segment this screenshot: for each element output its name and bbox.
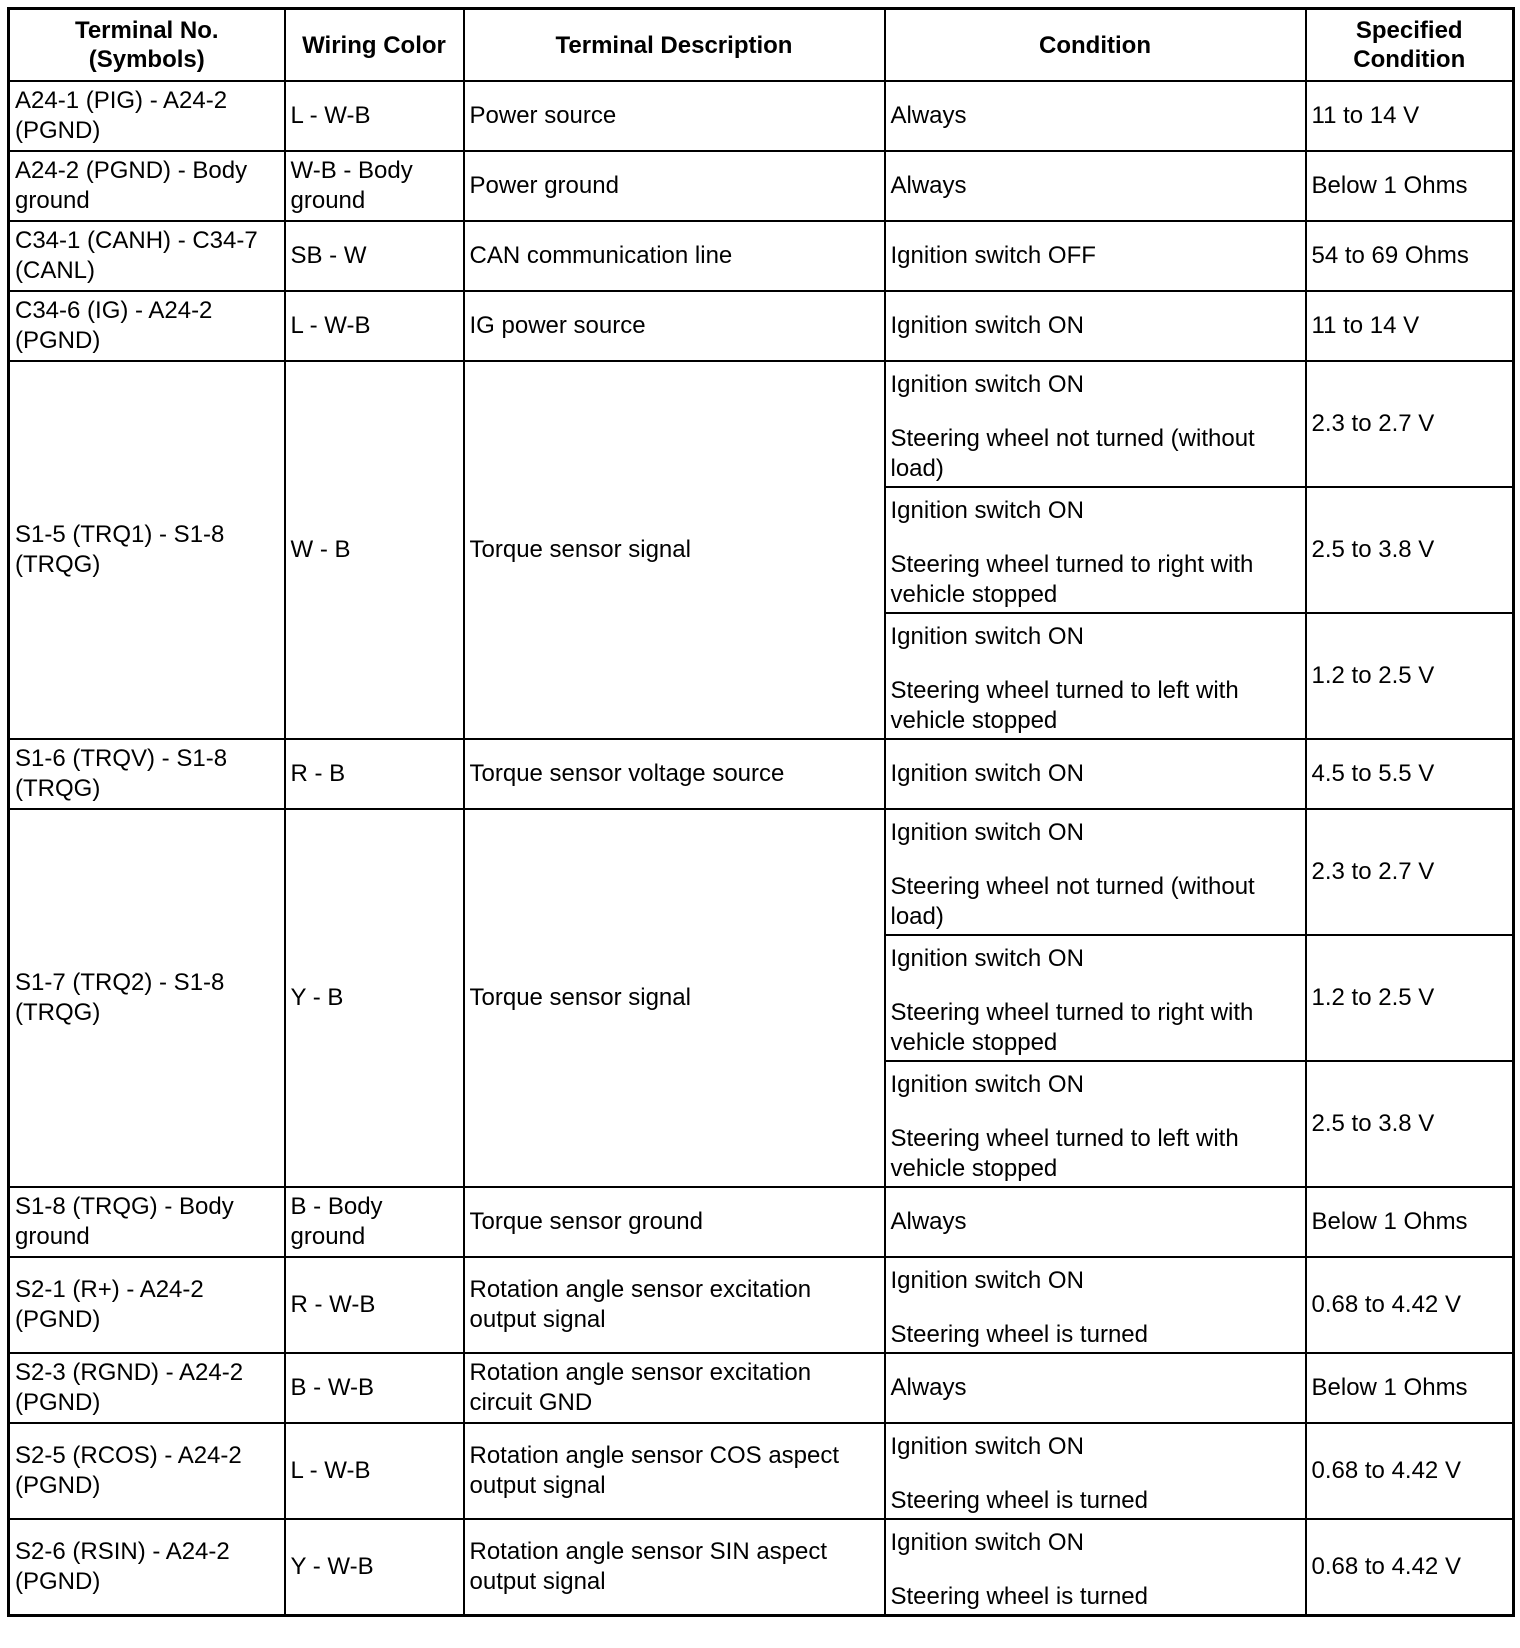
condition-line: Ignition switch ON	[890, 945, 1084, 972]
table-row	[9, 81, 1514, 151]
terminal-cell: S1-7 (TRQ2) - S1-8 (TRQG)	[9, 809, 285, 1187]
condition-gap	[891, 1296, 1300, 1320]
condition-gap	[891, 526, 1300, 550]
condition-line: Steering wheel turned to right with vehicle stopped	[890, 551, 1254, 608]
wiring-color-cell: W - B	[285, 361, 464, 739]
terminal-cell: S2-5 (RCOS) - A24-2 (PGND)	[9, 1423, 285, 1519]
condition-cell	[885, 1423, 1306, 1519]
condition-cell: Always	[885, 1187, 1306, 1257]
specified-condition-cell: Below 1 Ohms	[1306, 1187, 1514, 1257]
condition-line: Steering wheel turned to left with vehicle stopped	[890, 677, 1239, 734]
header-wiring-color: Wiring Color	[285, 9, 464, 82]
wiring-color-cell: Y - W-B	[285, 1519, 464, 1616]
terminal-description-cell: Rotation angle sensor COS aspect output signal	[464, 1423, 885, 1519]
table-row	[9, 221, 1514, 291]
terminal-cell: C34-6 (IG) - A24-2 (PGND)	[9, 291, 285, 361]
terminal-description-cell: CAN communication line	[464, 221, 885, 291]
header-row	[9, 9, 1514, 82]
condition-line: Steering wheel is turned	[890, 1487, 1148, 1514]
wiring-color-cell: R - W-B	[285, 1257, 464, 1353]
terminal-description-cell: Torque sensor signal	[464, 809, 885, 1187]
terminal-description-cell: Power ground	[464, 151, 885, 221]
terminal-cell: S1-8 (TRQG) - Body ground	[9, 1187, 285, 1257]
terminal-description-cell: Torque sensor signal	[464, 361, 885, 739]
header-terminal-description: Terminal Description	[464, 9, 885, 82]
wiring-color-cell: R - B	[285, 739, 464, 809]
table-row	[9, 809, 1514, 935]
condition-gap	[891, 1100, 1300, 1124]
terminal-cell: S2-6 (RSIN) - A24-2 (PGND)	[9, 1519, 285, 1616]
wiring-color-cell: B - W-B	[285, 1353, 464, 1423]
condition-cell	[885, 1519, 1306, 1616]
header-terminal-line1: Terminal No.	[74, 17, 219, 44]
terminal-cell: S1-5 (TRQ1) - S1-8 (TRQG)	[9, 361, 285, 739]
wiring-color-cell: L - W-B	[285, 1423, 464, 1519]
table-row	[9, 1519, 1514, 1616]
specified-condition-cell: 11 to 14 V	[1306, 291, 1514, 361]
specified-condition-cell: 0.68 to 4.42 V	[1306, 1519, 1514, 1616]
specified-condition-cell: 2.3 to 2.7 V	[1306, 361, 1514, 487]
condition-cell: Ignition switch OFF	[885, 221, 1306, 291]
table-row	[9, 291, 1514, 361]
table-row	[9, 1257, 1514, 1353]
condition-line: Ignition switch ON	[890, 1071, 1084, 1098]
specified-condition-cell: 1.2 to 2.5 V	[1306, 613, 1514, 739]
terminal-cell: A24-1 (PIG) - A24-2 (PGND)	[9, 81, 285, 151]
condition-gap	[891, 652, 1300, 676]
condition-line: Steering wheel turned to right with vehicle stopped	[890, 999, 1254, 1056]
condition-line: Steering wheel is turned	[890, 1583, 1148, 1610]
specified-condition-cell: 2.3 to 2.7 V	[1306, 809, 1514, 935]
header-specified-condition: Specified Condition	[1306, 9, 1514, 82]
condition-cell	[885, 613, 1306, 739]
condition-line: Ignition switch ON	[890, 497, 1084, 524]
condition-line: Ignition switch ON	[890, 819, 1084, 846]
condition-gap	[891, 974, 1300, 998]
condition-line: Steering wheel is turned	[890, 1321, 1148, 1348]
condition-line: Ignition switch ON	[890, 623, 1084, 650]
specified-condition-cell: 54 to 69 Ohms	[1306, 221, 1514, 291]
specified-condition-cell: 4.5 to 5.5 V	[1306, 739, 1514, 809]
terminal-description-cell: Rotation angle sensor excitation circuit GND	[464, 1353, 885, 1423]
terminal-description-cell: Rotation angle sensor excitation output signal	[464, 1257, 885, 1353]
table-row	[9, 361, 1514, 487]
terminal-cell: S2-3 (RGND) - A24-2 (PGND)	[9, 1353, 285, 1423]
specified-condition-cell: 0.68 to 4.42 V	[1306, 1423, 1514, 1519]
condition-gap	[891, 1558, 1300, 1582]
table-body	[9, 81, 1514, 1616]
terminal-spec-table	[7, 7, 1515, 1617]
terminal-description-cell: Rotation angle sensor SIN aspect output signal	[464, 1519, 885, 1616]
table-row	[9, 1187, 1514, 1257]
condition-gap	[891, 848, 1300, 872]
terminal-cell: S2-1 (R+) - A24-2 (PGND)	[9, 1257, 285, 1353]
terminal-description-cell: Torque sensor voltage source	[464, 739, 885, 809]
condition-line: Steering wheel not turned (without load)	[890, 425, 1255, 482]
condition-gap	[891, 1462, 1300, 1486]
terminal-description-cell: IG power source	[464, 291, 885, 361]
terminal-description-cell: Torque sensor ground	[464, 1187, 885, 1257]
specified-condition-cell: 1.2 to 2.5 V	[1306, 935, 1514, 1061]
table-row	[9, 739, 1514, 809]
terminal-description-cell: Power source	[464, 81, 885, 151]
condition-gap	[891, 400, 1300, 424]
condition-cell	[885, 1257, 1306, 1353]
terminal-cell: C34-1 (CANH) - C34-7 (CANL)	[9, 221, 285, 291]
wiring-color-cell: L - W-B	[285, 81, 464, 151]
terminal-cell: A24-2 (PGND) - Body ground	[9, 151, 285, 221]
condition-line: Ignition switch ON	[890, 1433, 1084, 1460]
wiring-color-cell: SB - W	[285, 221, 464, 291]
condition-cell	[885, 487, 1306, 613]
terminal-cell: S1-6 (TRQV) - S1-8 (TRQG)	[9, 739, 285, 809]
condition-line: Ignition switch ON	[890, 371, 1084, 398]
condition-cell	[885, 361, 1306, 487]
condition-line: Steering wheel not turned (without load)	[890, 873, 1255, 930]
specified-condition-cell: 0.68 to 4.42 V	[1306, 1257, 1514, 1353]
specified-condition-cell: 2.5 to 3.8 V	[1306, 487, 1514, 613]
table-row	[9, 1353, 1514, 1423]
condition-cell: Ignition switch ON	[885, 291, 1306, 361]
header-condition: Condition	[885, 9, 1306, 82]
condition-line: Ignition switch ON	[890, 1267, 1084, 1294]
table-row	[9, 151, 1514, 221]
wiring-color-cell: L - W-B	[285, 291, 464, 361]
condition-cell: Always	[885, 1353, 1306, 1423]
specified-condition-cell: 2.5 to 3.8 V	[1306, 1061, 1514, 1187]
condition-line: Steering wheel turned to left with vehicle stopped	[890, 1125, 1239, 1182]
wiring-color-cell: B - Body ground	[285, 1187, 464, 1257]
condition-line: Ignition switch ON	[890, 1529, 1084, 1556]
condition-cell: Always	[885, 81, 1306, 151]
table-row	[9, 1423, 1514, 1519]
specified-condition-cell: Below 1 Ohms	[1306, 1353, 1514, 1423]
wiring-color-cell: Y - B	[285, 809, 464, 1187]
header-terminal	[9, 9, 285, 82]
wiring-color-cell: W-B - Body ground	[285, 151, 464, 221]
condition-cell	[885, 809, 1306, 935]
condition-cell	[885, 1061, 1306, 1187]
condition-cell: Always	[885, 151, 1306, 221]
condition-cell: Ignition switch ON	[885, 739, 1306, 809]
header-terminal-line2: (Symbols)	[88, 46, 205, 73]
specified-condition-cell: 11 to 14 V	[1306, 81, 1514, 151]
specified-condition-cell: Below 1 Ohms	[1306, 151, 1514, 221]
condition-cell	[885, 935, 1306, 1061]
